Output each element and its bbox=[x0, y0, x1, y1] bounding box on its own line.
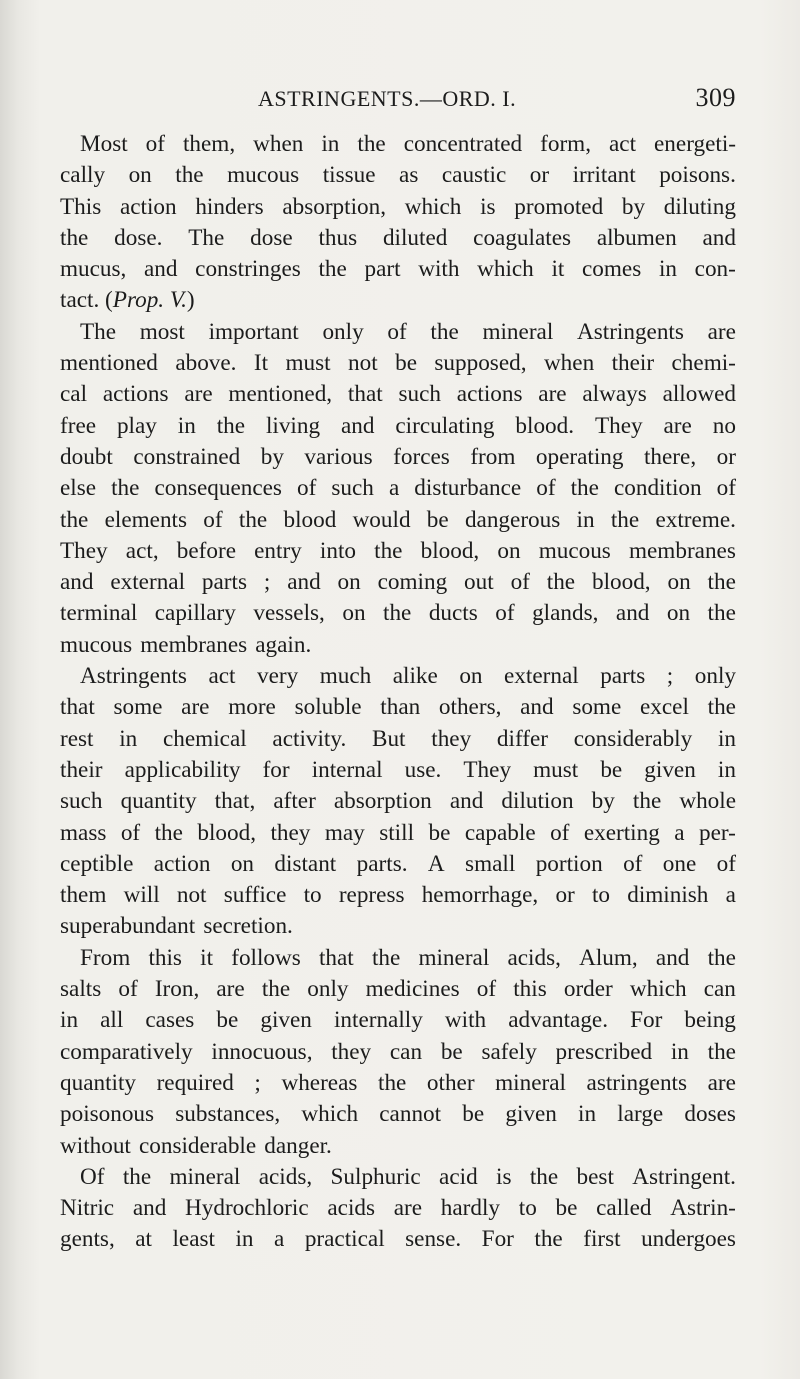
text-line: Astringents act very much alike on external parts ; only bbox=[80, 663, 736, 690]
paragraph bbox=[60, 943, 736, 1162]
text-line: mass of the blood, they may still be capable of exerting a per- bbox=[60, 819, 736, 846]
line-prefix: tact. ( bbox=[60, 287, 113, 314]
text-line: Most of them, when in the concentrated form, act energeti- bbox=[80, 131, 736, 157]
text-line: the elements of the blood would be dangerous in the extreme. bbox=[60, 506, 736, 533]
text-line: cal actions are mentioned, that such actions are always allowed bbox=[60, 381, 736, 408]
text-line: salts of Iron, are the only medicines of this order which can bbox=[60, 976, 736, 1003]
text-line: mucous membranes again. bbox=[60, 631, 312, 658]
text-line: the dose. The dose thus diluted coagulates albumen and bbox=[60, 224, 736, 251]
page-header bbox=[258, 83, 736, 120]
text-line: quantity required ; whereas the other mineral astringents are bbox=[60, 1069, 736, 1096]
text-line: From this it follows that the mineral acids, Alum, and the bbox=[80, 944, 736, 971]
text-line: free play in the living and circulating blood. They are no bbox=[60, 412, 736, 439]
body-text bbox=[60, 129, 736, 1256]
text-line: else the consequences of such a disturbance of the condition of bbox=[60, 475, 736, 502]
text-line: They act, before entry into the blood, on mucous membranes bbox=[60, 537, 736, 564]
text-line: Nitric and Hydrochloric acids are hardly to be called Astrin- bbox=[60, 1195, 736, 1222]
text-line: cally on the mucous tissue as caustic or irritant poisons. bbox=[60, 162, 736, 189]
text-line: doubt constrained by various forces from operating there, or bbox=[60, 443, 736, 470]
text-line: The most important only of the mineral Astringents are bbox=[80, 318, 736, 345]
text-line: terminal capillary vessels, on the ducts of glands, and on the bbox=[60, 600, 736, 627]
text-line: ceptible action on distant parts. A small portion of one of bbox=[60, 850, 736, 877]
proposition-reference: Prop. V. bbox=[112, 287, 187, 314]
line-suffix: ) bbox=[186, 287, 195, 314]
text-line: them will not suffice to repress hemorrhage, or to diminish a bbox=[60, 882, 736, 909]
running-title: ASTRINGENTS.—ORD. I. bbox=[258, 86, 517, 111]
text-line: superabundant secretion. bbox=[60, 913, 293, 940]
text-line: gents, at least in a practical sense. For the first undergoes bbox=[60, 1226, 736, 1253]
text-line: in all cases be given internally with advantage. For being bbox=[60, 1007, 736, 1034]
text-line: This action hinders absorption, which is promoted by diluting bbox=[60, 193, 736, 220]
paragraph bbox=[60, 317, 736, 661]
text-line: rest in chemical activity. But they differ considerably in bbox=[60, 725, 736, 752]
paragraph bbox=[60, 1162, 736, 1256]
text-line: mucus, and constringes the part with which it comes in con- bbox=[60, 256, 736, 283]
text-line: their applicability for internal use. They must be given in bbox=[60, 756, 736, 783]
text-line: and external parts ; and on coming out of the blood, on the bbox=[60, 569, 736, 596]
paragraph bbox=[60, 661, 736, 943]
text-line: mentioned above. It must not be supposed, when their chemi- bbox=[60, 350, 736, 377]
text-line: that some are more soluble than others, and some excel the bbox=[60, 694, 736, 721]
text-line: without considerable danger. bbox=[60, 1132, 332, 1159]
paragraph bbox=[60, 129, 736, 317]
text-line: comparatively innocuous, they can be safely prescribed in the bbox=[60, 1038, 736, 1065]
page-number: 309 bbox=[695, 83, 736, 112]
text-line: poisonous substances, which cannot be given in large doses bbox=[60, 1101, 736, 1128]
text-line: Of the mineral acids, Sulphuric acid is the best Astringent. bbox=[80, 1163, 736, 1190]
text-line bbox=[60, 285, 736, 316]
text-line: such quantity that, after absorption and dilution by the whole bbox=[60, 788, 736, 815]
